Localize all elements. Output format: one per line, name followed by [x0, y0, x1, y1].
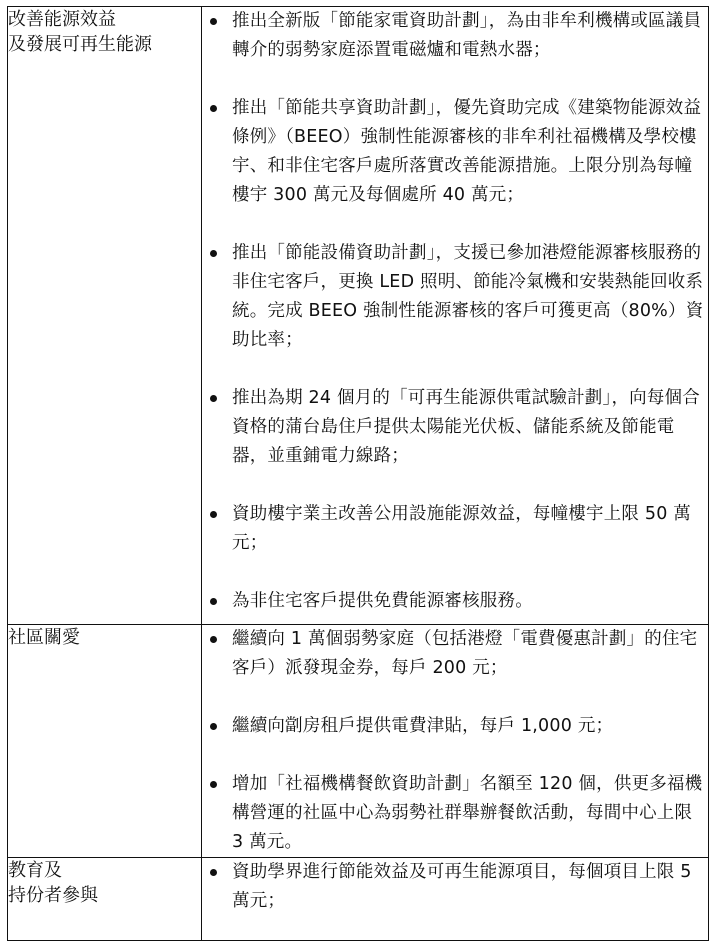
bullet-icon [210, 105, 217, 112]
list-item [202, 587, 708, 616]
list-item-text: 推出「節能設備資助計劃」，支援已參加港燈能源審核服務的非住宅客戶，更換 LED 照明、節能冷氣機和安裝熱能回收系統。完成 BEEO 強制性能源審核的客戶可獲更高（80%）資助比率； [232, 243, 704, 350]
category-label: 及發展可再生能源 [8, 34, 152, 55]
category-cell [8, 7, 202, 625]
measures-table [7, 6, 709, 941]
list-item-text: 推出全新版「節能家電資助計劃」，為由非牟利機構或區議員轉介的弱勢家庭添置電磁爐和電熱水器； [232, 11, 702, 60]
measure-list [202, 858, 708, 916]
category-label: 持份者參與 [8, 885, 98, 906]
category-label: 教育及 [8, 860, 62, 881]
bullet-icon [210, 395, 217, 402]
list-item-text: 推出為期 24 個月的「可再生能源供電試驗計劃」，向每個合資格的蒲台島住戶提供太陽能光伏板、儲能系統及節能電器，並重鋪電力線路； [232, 388, 700, 466]
measures-cell [202, 858, 709, 941]
list-item-text: 推出「節能共享資助計劃」，優先資助完成《建築物能源效益條例》（BEEO）強制性能源審核的非牟利社福機構及學校樓宇、和非住宅客戶處所落實改善能源措施。上限分別為每幢樓宇 300 萬元及每個處所 40 萬元； [232, 98, 702, 205]
list-item [202, 770, 708, 857]
category-cell [8, 858, 202, 941]
bullet-icon [210, 511, 217, 518]
list-item [202, 500, 708, 558]
table-row [8, 625, 709, 858]
list-item [202, 94, 708, 210]
list-item-text: 資助樓宇業主改善公用設施能源效益，每幢樓宇上限 50 萬元； [232, 504, 691, 553]
category-label: 改善能源效益 [8, 9, 116, 30]
list-item-text: 資助學界進行節能效益及可再生能源項目，每個項目上限 5 萬元； [232, 862, 692, 911]
list-item-text: 繼續向 1 萬個弱勢家庭（包括港燈「電費優惠計劃」的住宅客戶）派發現金券，每戶 200 元； [232, 629, 698, 678]
measure-list [202, 625, 708, 857]
bullet-icon [210, 781, 217, 788]
measures-cell [202, 7, 709, 625]
measures-cell [202, 625, 709, 858]
list-item-text: 為非住宅客戶提供免費能源審核服務。 [232, 591, 533, 611]
category-label: 社區關愛 [8, 627, 80, 648]
bullet-icon [210, 598, 217, 605]
bullet-icon [210, 869, 217, 876]
list-item-text: 繼續向劏房租戶提供電費津貼，每戶 1,000 元； [232, 716, 614, 736]
bullet-icon [210, 18, 217, 25]
list-item-text: 增加「社福機構餐飲資助計劃」名額至 120 個，供更多福機構營運的社區中心為弱勢社群舉辦餐飲活動，每間中心上限 3 萬元。 [232, 774, 703, 852]
list-item [202, 384, 708, 471]
bullet-icon [210, 636, 217, 643]
list-item [202, 7, 708, 65]
category-cell [8, 625, 202, 858]
table-row [8, 7, 709, 625]
bullet-icon [210, 723, 217, 730]
list-item [202, 858, 708, 916]
measure-list [202, 7, 708, 616]
list-item [202, 625, 708, 683]
table-row [8, 858, 709, 941]
list-item [202, 239, 708, 355]
list-item [202, 712, 708, 741]
bullet-icon [210, 250, 217, 257]
